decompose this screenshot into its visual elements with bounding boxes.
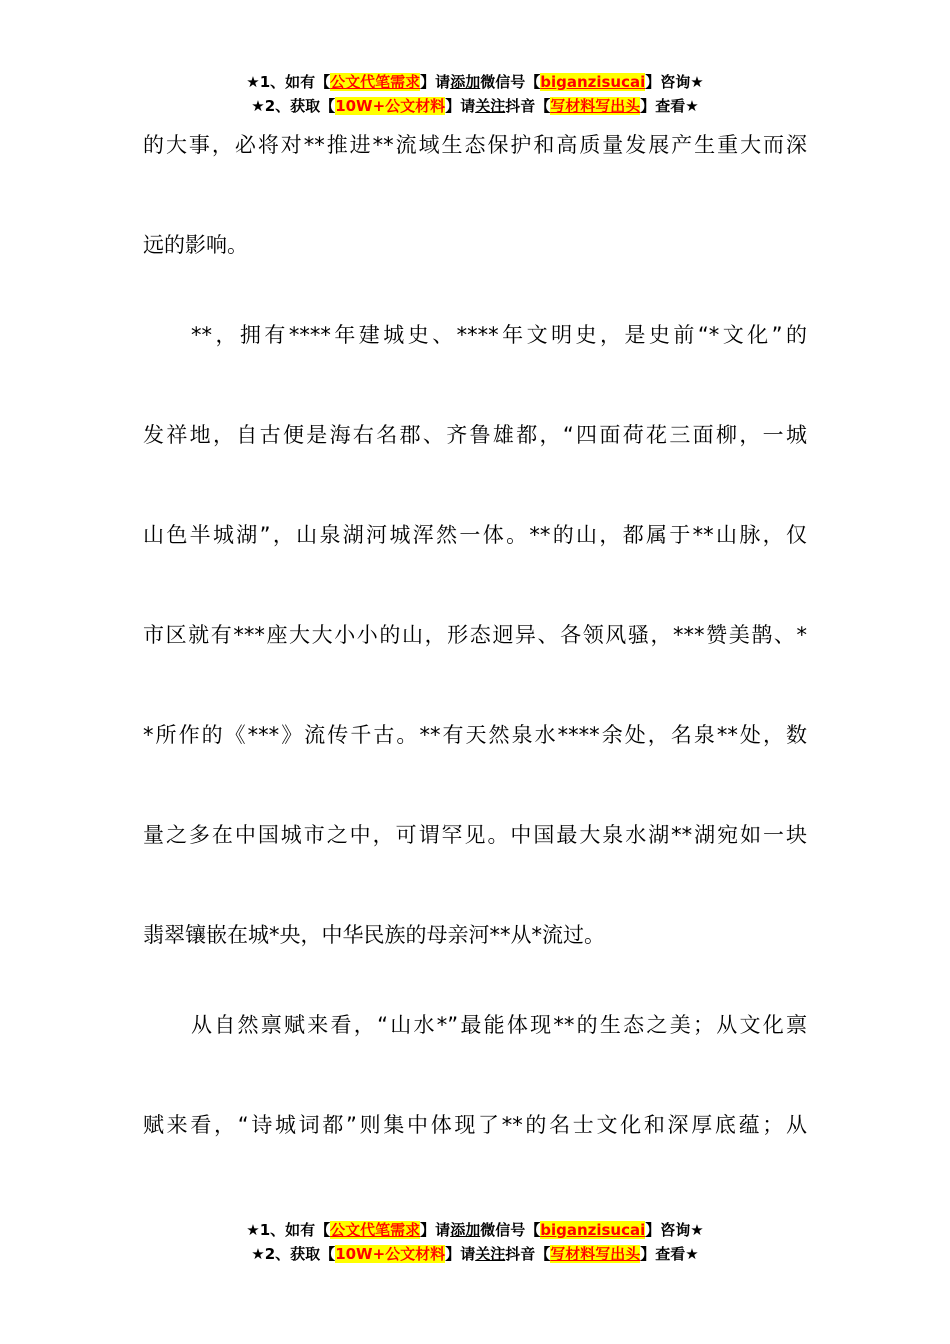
text-line: **，拥有****年建城史、****年文明史，是史前“*文化”的	[191, 323, 807, 347]
text-line: 山色半城湖”，山泉湖河城浑然一体。**的山，都属于**山脉，仅	[143, 523, 807, 547]
banner-line-1	[0, 70, 950, 94]
text-line: 远的影响。	[143, 233, 248, 257]
text-line: 市区就有***座大大小小的山，形态迥异、各领风骚，***赞美鹊、*	[143, 623, 807, 647]
text-line: 从自然禀赋来看，“山水*”最能体现**的生态之美；从文化禀	[191, 1013, 807, 1037]
underlined-text: 添加	[450, 73, 481, 91]
banner-text: 】查看★	[640, 97, 699, 115]
banner-text: ★2、获取【	[251, 97, 336, 115]
banner-text: 】请	[420, 1221, 451, 1239]
footer-banner	[0, 1218, 950, 1266]
text-line: 量之多在中国城市之中，可谓罕见。中国最大泉水湖**湖宛如一块	[143, 823, 807, 847]
banner-text: ★1、如有【	[246, 73, 331, 91]
highlight-douyin-account: 写材料写出头	[550, 97, 641, 115]
highlight-writing-service: 公文代笔需求	[330, 1221, 421, 1239]
banner-text: 】请	[420, 73, 451, 91]
banner-text: ★1、如有【	[246, 1221, 331, 1239]
underlined-text: 关注	[475, 97, 506, 115]
underlined-text: 关注	[475, 1245, 506, 1263]
banner-text: 微信号【	[480, 1221, 541, 1239]
highlight-materials: 10W+公文材料	[335, 1245, 446, 1263]
banner-text: 抖音【	[505, 97, 551, 115]
banner-text: 】请	[445, 1245, 476, 1263]
highlight-douyin-account: 写材料写出头	[550, 1245, 641, 1263]
banner-text: 】咨询★	[645, 1221, 704, 1239]
banner-line-2	[0, 1242, 950, 1266]
highlight-writing-service: 公文代笔需求	[330, 73, 421, 91]
text-line: 发祥地，自古便是海右名郡、齐鲁雄都，“四面荷花三面柳，一城	[143, 423, 807, 447]
banner-text: 微信号【	[480, 73, 541, 91]
text-line: 翡翠镶嵌在城*央，中华民族的母亲河**从*流过。	[143, 923, 605, 947]
banner-text: 】请	[445, 97, 476, 115]
text-line: 的大事，必将对**推进**流域生态保护和高质量发展产生重大而深	[143, 133, 807, 157]
highlight-wechat-id: biganzisucai	[540, 73, 646, 91]
banner-line-2	[0, 94, 950, 118]
banner-text: 】咨询★	[645, 73, 704, 91]
highlight-wechat-id: biganzisucai	[540, 1221, 646, 1239]
text-line: *所作的《***》流传千古。**有天然泉水****余处，名泉**处，数	[143, 723, 807, 747]
highlight-materials: 10W+公文材料	[335, 97, 446, 115]
header-banner	[0, 70, 950, 118]
banner-text: 】查看★	[640, 1245, 699, 1263]
text-line: 赋来看，“诗城词都”则集中体现了**的名士文化和深厚底蕴；从	[143, 1113, 807, 1137]
banner-text: 抖音【	[505, 1245, 551, 1263]
underlined-text: 添加	[450, 1221, 481, 1239]
banner-text: ★2、获取【	[251, 1245, 336, 1263]
banner-line-1	[0, 1218, 950, 1242]
